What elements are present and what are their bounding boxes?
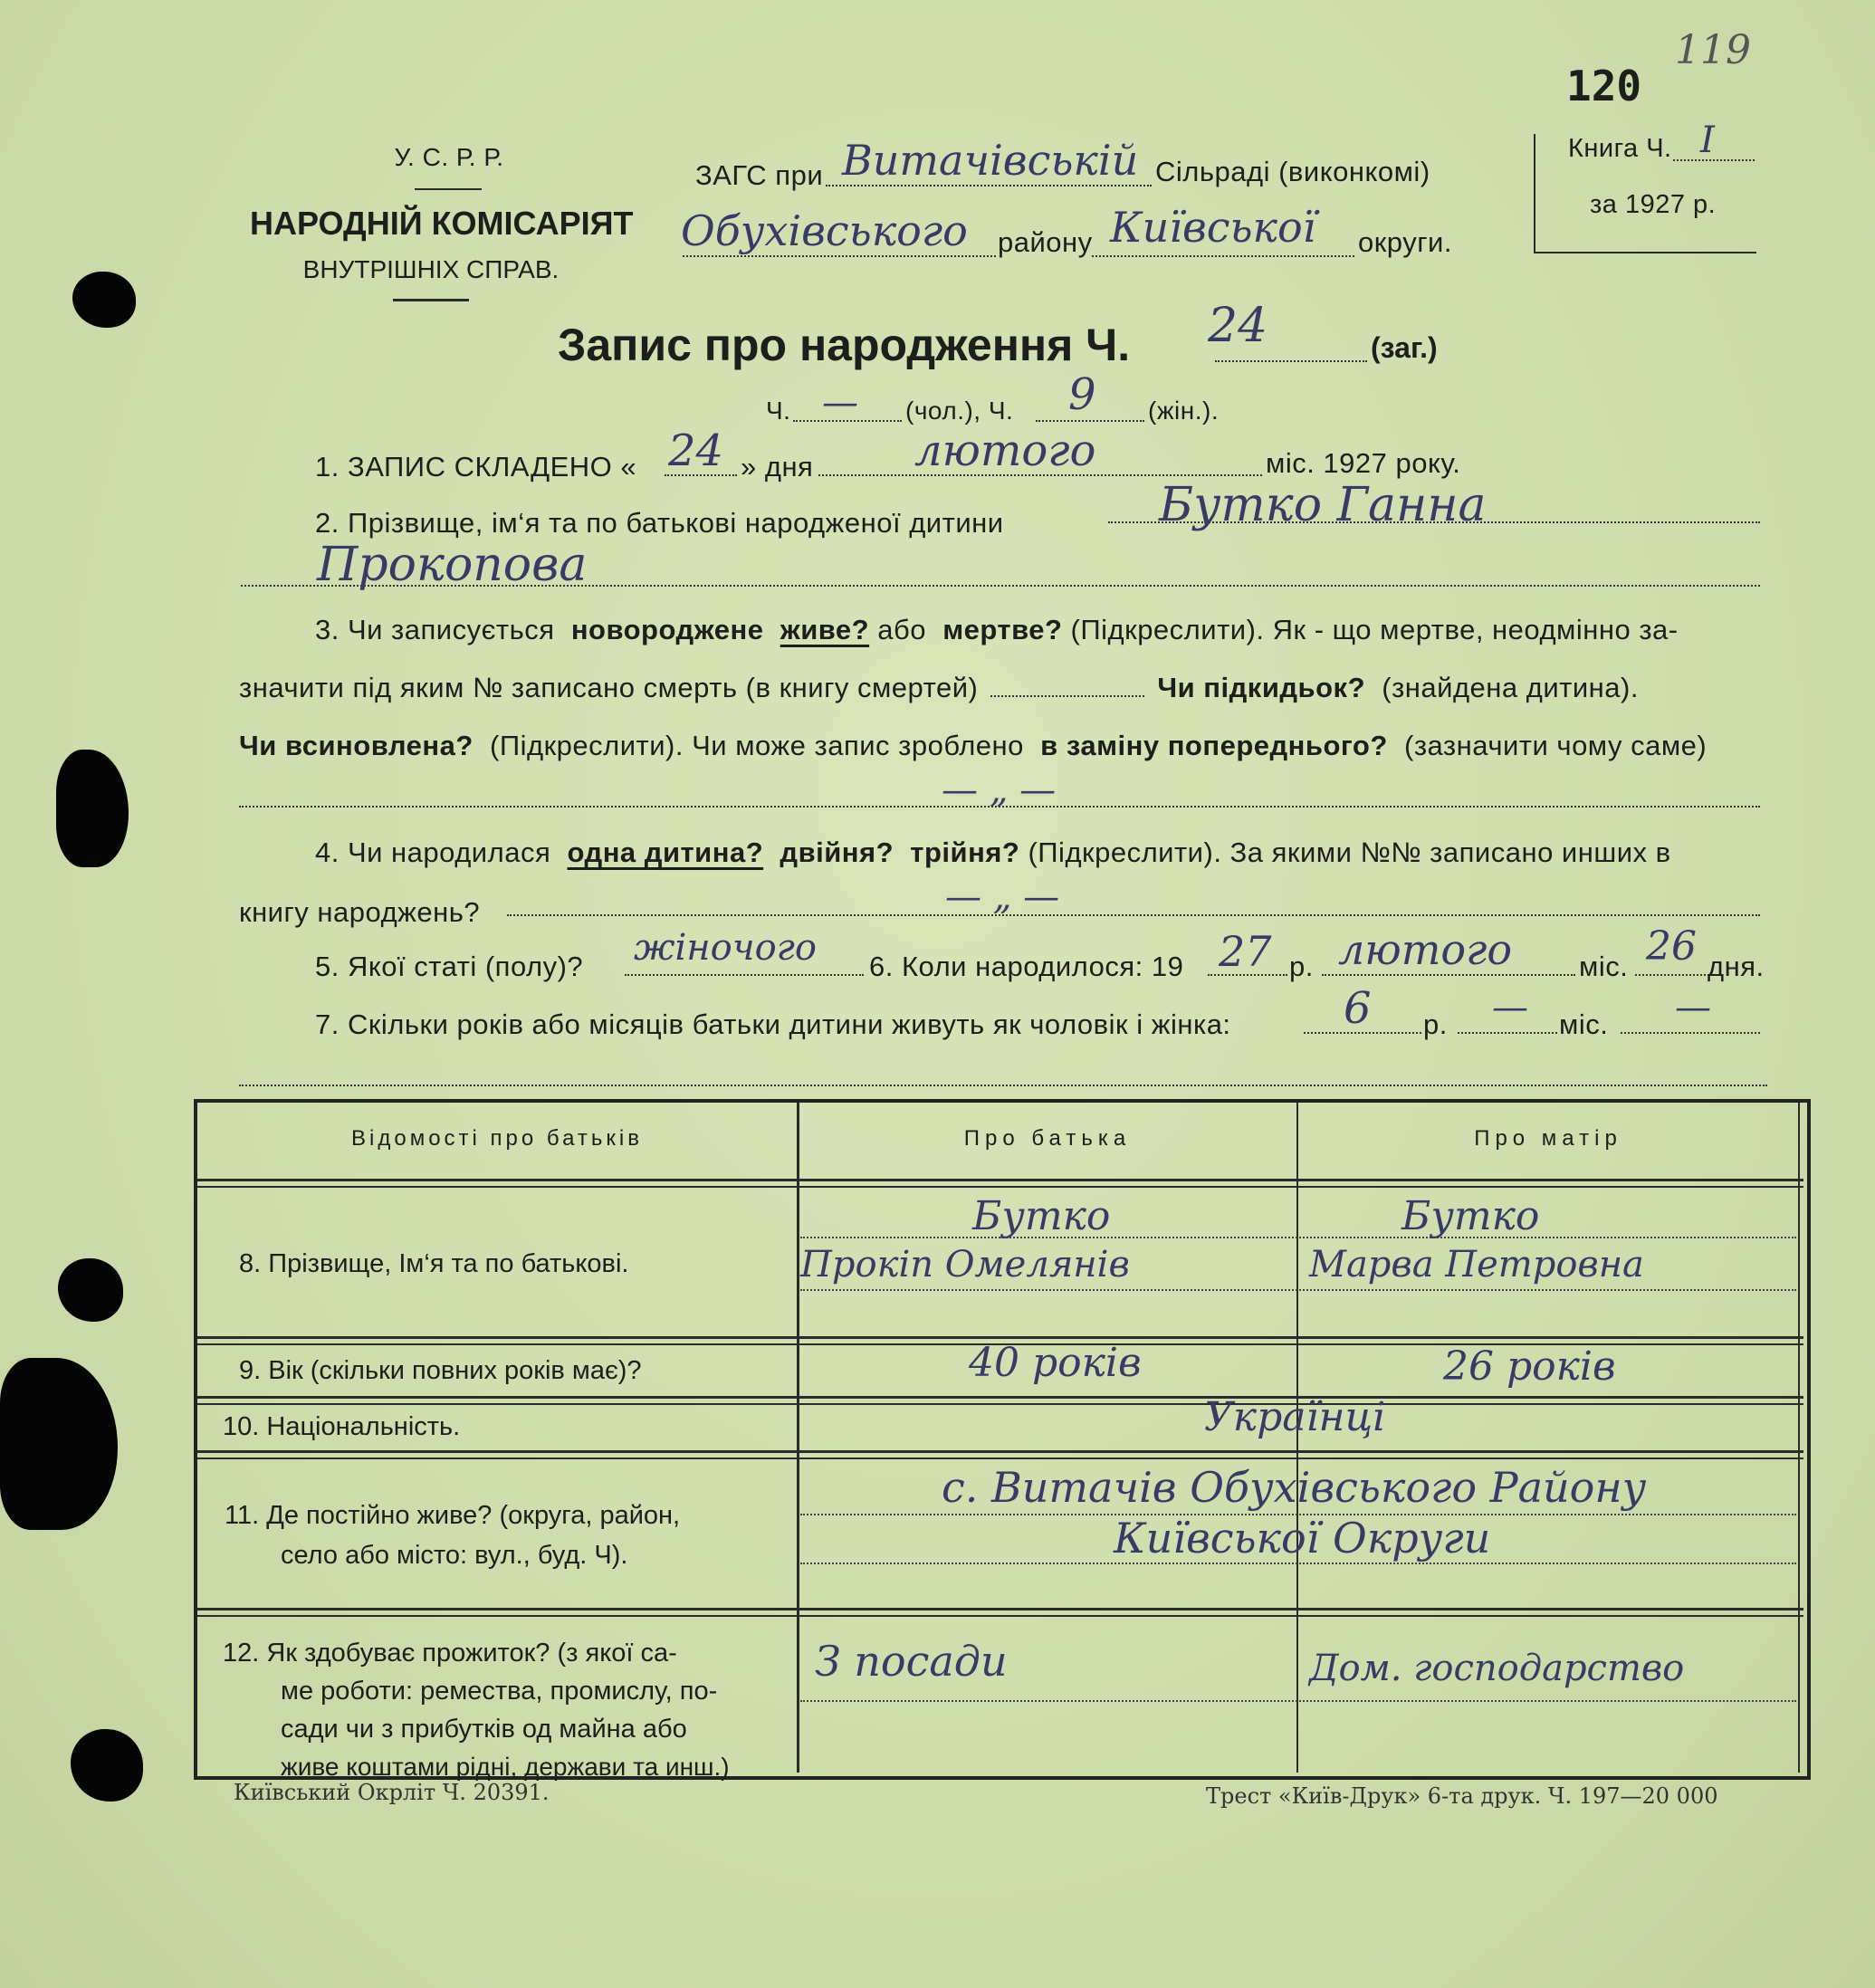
table-header-mother: Про матір — [1474, 1126, 1622, 1151]
q6-day: 26 — [1646, 923, 1697, 970]
q2-name: Бутко Ганна — [1159, 478, 1487, 532]
record-title: Запис про народження Ч. — [558, 320, 1131, 370]
book-label: Книга Ч. — [1568, 134, 1672, 163]
q1-mid: » дня — [741, 451, 814, 483]
footer-left: Київський Окрліт Ч. 20391. — [234, 1780, 550, 1805]
q6-month: лютого — [1338, 925, 1513, 974]
q1-suffix: міс. 1927 року. — [1266, 447, 1461, 479]
q6-dnya: дня. — [1708, 951, 1765, 982]
female-count-label: (жін.). — [1148, 397, 1220, 425]
book-value: I — [1700, 119, 1715, 161]
q1-day: 24 — [668, 425, 724, 476]
row12-father-occupation: З посади — [815, 1637, 1008, 1686]
row11-label-line2: село або місто: вул., буд. Ч). — [281, 1541, 628, 1570]
q7-months: — — [1675, 987, 1711, 1028]
book-year: за 1927 р. — [1590, 190, 1717, 219]
q7-mis: міс. — [1559, 1008, 1609, 1040]
corner-pencil-number: 119 — [1675, 27, 1751, 73]
q7-years: 6 — [1344, 983, 1372, 1034]
q2-patronymic: Прокопова — [317, 538, 588, 592]
row8-father-surname: Бутко — [972, 1193, 1111, 1239]
q1-label: 1. ЗАПИС СКЛАДЕНО « — [315, 451, 637, 483]
q1-month: лютого — [914, 425, 1096, 476]
row10-nationality: Українці — [1204, 1394, 1386, 1440]
row12-mother-occupation: Дом. господарство — [1309, 1648, 1685, 1689]
zags-suffix: Сільраді (виконкомі) — [1155, 156, 1430, 187]
q4-line1: 4. Чи народилася одна дитина? двійня? трійня? (Підкреслити). За якими №№ записано инших в — [315, 836, 1671, 868]
q6-year: 27 — [1219, 927, 1272, 976]
binder-hole — [72, 272, 136, 328]
q5-sex: жіночого — [634, 927, 817, 969]
table-header-father: Про батька — [963, 1126, 1132, 1151]
female-count: 9 — [1068, 369, 1096, 420]
record-title-suffix: (заг.) — [1371, 331, 1438, 364]
male-count-prefix: Ч. — [766, 397, 791, 425]
zags-okrug: Київської — [1110, 203, 1316, 252]
row11-label-line1: 11. Де постійно живе? (округа, район, — [225, 1501, 681, 1530]
table-header-info: Відомості про батьків — [351, 1126, 643, 1151]
record-number: 24 — [1208, 299, 1268, 353]
row10-label: 10. Національність. — [223, 1412, 461, 1441]
row9-label: 9. Вік (скільки повних років має)? — [239, 1356, 642, 1385]
binder-hole — [71, 1729, 143, 1802]
row12-label-line2: ме роботи: ремества, промислу, по- — [281, 1677, 718, 1706]
q7-r: р. — [1423, 1008, 1448, 1040]
q6-mis: міс. — [1579, 951, 1629, 982]
zags-okrug-label: округи. — [1358, 226, 1452, 258]
q7-label: 7. Скільки років або місяців батьки дитини живуть як чоловік і жінка: — [315, 1008, 1231, 1040]
footer-right: Трест «Київ-Друк» 6-та друк. Ч. 197—20 000 — [1206, 1783, 1718, 1809]
ussr-heading: У. С. Р. Р. — [394, 143, 504, 171]
q3-line1: 3. Чи записується новороджене живе? або мертве? (Підкреслити). Як - що мертве, неодмінно за- — [315, 614, 1679, 645]
row12-label-line3: сади чи з прибутків од майна або — [281, 1715, 687, 1744]
row12-label-line4: живе коштами рідні, держави та инш.) — [281, 1753, 730, 1781]
binder-hole — [58, 1258, 123, 1322]
zags-district-label: району — [998, 226, 1093, 258]
male-count: — — [822, 382, 858, 424]
q3-line2: значити під яким № записано смерть (в книгу смертей) Чи підкидьок? (знайдена дитина). — [239, 672, 1639, 703]
commissariat-heading: НАРОДНІЙ КОМІСАРІЯТ — [250, 205, 634, 242]
q3-line3: Чи всиновлена? (Підкреслити). Чи може запис зроблено в заміну попереднього? (зазначити чому саме) — [239, 730, 1708, 761]
q5-label: 5. Якої статі (полу)? — [315, 951, 584, 982]
zags-prefix: ЗАГС при — [695, 159, 824, 191]
male-count-label: (чол.), Ч. — [905, 397, 1014, 425]
row8-mother-surname: Бутко — [1401, 1193, 1540, 1239]
internal-affairs-heading: ВНУТРІШНІХ СПРАВ. — [302, 255, 560, 283]
corner-number: 120 — [1566, 62, 1642, 110]
q6-r: р. — [1289, 951, 1314, 982]
row8-label: 8. Прізвище, Ім‘я та по батькові. — [239, 1249, 629, 1278]
row9-mother-age: 26 років — [1443, 1343, 1616, 1390]
binder-hole — [56, 750, 129, 867]
q4-answer: — „ — — [945, 876, 1060, 918]
q4-line2: книгу народжень? — [239, 896, 481, 928]
row12-label-line1: 12. Як здобуває прожиток? (з якої са- — [223, 1639, 677, 1668]
q7-months-dash: — — [1492, 987, 1528, 1028]
q2-label: 2. Прізвище, ім‘я та по батькові народженої дитини — [315, 507, 1004, 539]
row11-address-line1: с. Витачів Обухівського Району — [942, 1463, 1647, 1512]
zags-district: Обухівського — [681, 206, 968, 255]
q6-label: 6. Коли народилося: 19 — [869, 951, 1184, 982]
zags-village: Витачівській — [842, 136, 1139, 185]
row8-mother-name: Марва Петровна — [1309, 1244, 1644, 1286]
q3-answer: — „ — — [942, 769, 1057, 811]
row9-father-age: 40 років — [969, 1340, 1142, 1386]
row11-address-line2: Київської Округи — [1114, 1514, 1491, 1563]
binder-hole — [0, 1358, 118, 1530]
row8-father-name: Прокіп Омелянів — [800, 1244, 1130, 1286]
